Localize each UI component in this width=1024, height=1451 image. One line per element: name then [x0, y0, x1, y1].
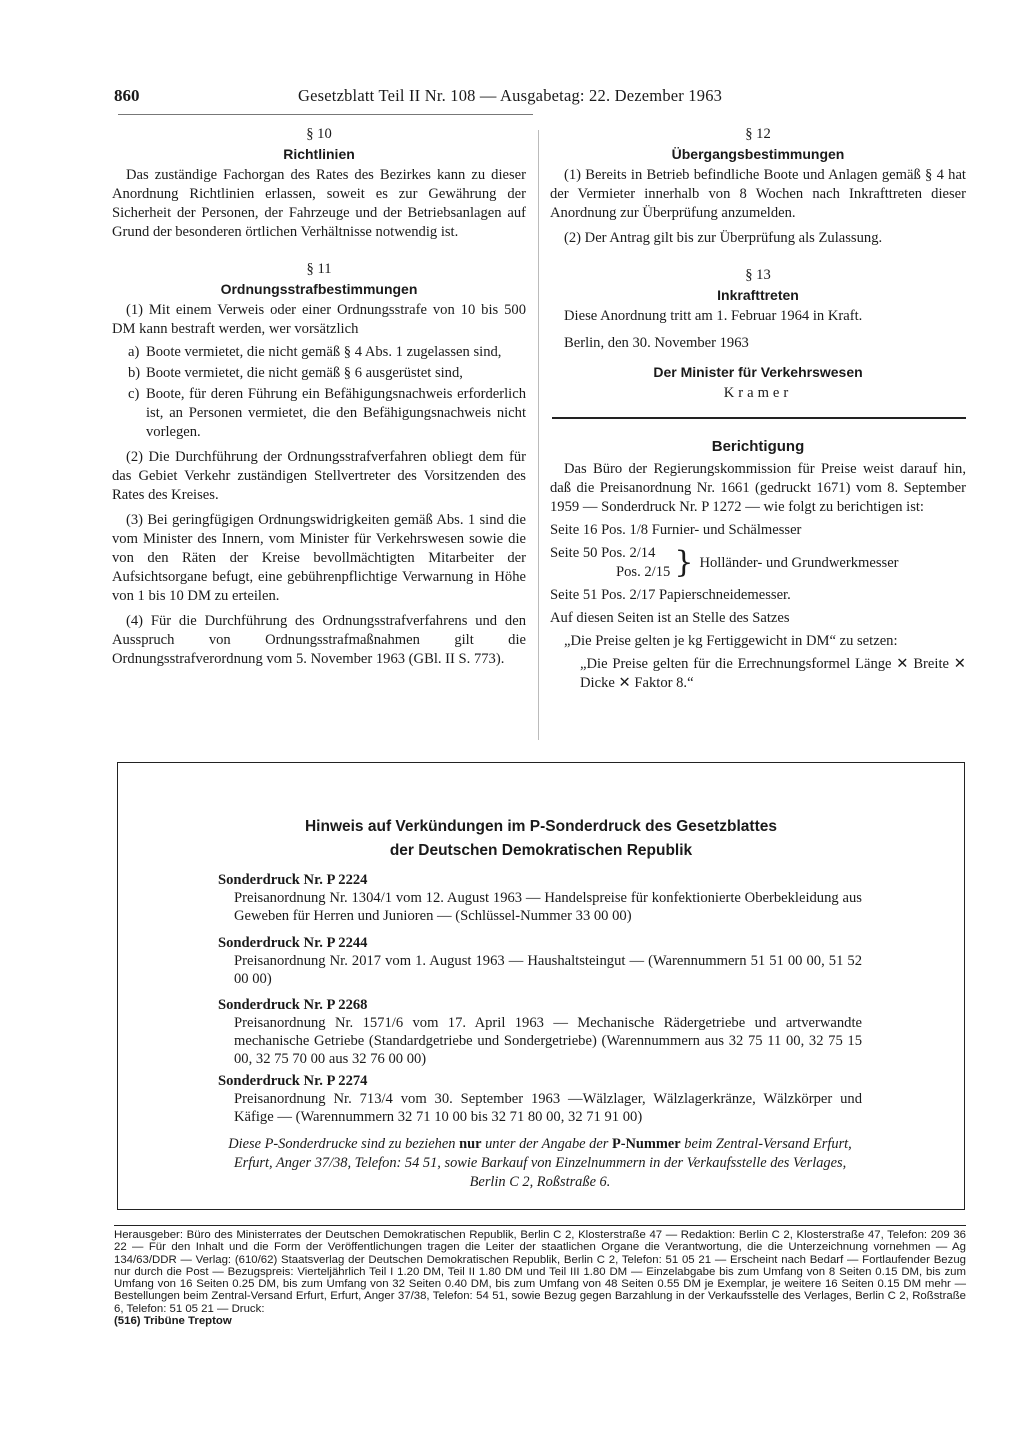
section-number: § 10 — [306, 126, 332, 142]
correction-line: Auf diesen Seiten ist an Stelle des Satzes — [550, 610, 790, 626]
paragraph: (3) Bei geringfügigen Ordnungswidrigkeiten gemäß Abs. 1 sind die vom Minister des Innern, vom Minister für Verkehrswesen sowie die von den Räten der Kreise bevollmächtigten Mitarbeiter der Aufsichtsorgane befugt, eine gebührenpflichtige Verwarnung in Höhe von 1 bis 10 DM zu erteilen. — [112, 512, 526, 604]
notice-title-line: Hinweis auf Verkündungen im P-Sonderdruck des Gesetzblattes — [304, 818, 777, 835]
entry-head: Sonderdruck Nr. P 2224 — [218, 872, 368, 888]
imprint — [114, 1229, 966, 1327]
notice-entry — [218, 871, 862, 925]
correction-line: Seite 51 Pos. 2/17 Papierschneidemesser. — [550, 587, 791, 603]
page-number: 860 — [114, 86, 140, 105]
footer-emphasis: P-Nummer — [611, 1136, 681, 1152]
page-header — [114, 86, 778, 108]
imprint-text: Herausgeber: Büro des Ministerrates der Deutschen Demokratischen Republik, Berlin C 2, Klosterstraße 47 — Redaktion: Berlin C 2, Klosterstraße 47, Telefon: 209 36 22 — Für den Inhalt und die Form der Veröffentlichungen tragen die Leiter der staatlichen Organe die Verantwortung, die die Unterzeichnung vornehmen — Ag 134/63/DDR — Verlag: (610/62) Staatsverlag der Deutschen Demokratischen Republik, Berlin C 2, Telefon: 51 05 21 — Erscheint nach Bedarf — Fortlaufender Bezug nur durch die Post — Bezugspreis: Vierteljährlich Teil I 1.20 DM, Teil II 1.80 DM und Teil III 1.80 DM — Einzelabgabe bis zum Umfang von 8 Seiten 0.15 DM, bis zum Umfang von 16 Seiten 0.25 DM, bis zum Umfang von 32 Seiten 0.40 DM, bis zum Umfang von 48 Seiten 0.55 DM je Exemplar, je weitere 16 Seiten 0.15 DM mehr — Bestellungen beim Zentral-Versand Erfurt, Erfurt, Anger 37/38, Telefon: 54 51, sowie Bezug gegen Barzahlung in der Verkaufsstelle des Verlages, Berlin C 2, Roßstraße 6, Telefon: 51 05 21 — Druck: — [114, 1229, 966, 1315]
list-letter: a) — [128, 344, 140, 360]
list-letter: b) — [128, 365, 141, 381]
entry-head: Sonderdruck Nr. P 2274 — [218, 1073, 368, 1089]
correction-line: Seite 50 Pos. 2/14 — [550, 545, 656, 561]
correction-title: Berichtigung — [711, 438, 805, 455]
right-column — [550, 125, 966, 697]
entry-text: Preisanordnung Nr. 1304/1 vom 12. August 1963 — Handelspreise für konfektionierte Oberbekleidung aus Geweben für Herren und Junioren — (Schlüssel-Nummer 33 00 00) — [234, 890, 862, 924]
correction-line: Seite 16 Pos. 1/8 Furnier- und Schälmesser — [550, 522, 802, 538]
spacer — [550, 252, 966, 266]
place-date: Berlin, den 30. November 1963 — [564, 335, 749, 351]
entry-head: Sonderdruck Nr. P 2268 — [218, 997, 368, 1013]
running-head: Gesetzblatt Teil II Nr. 108 — Ausgabetag: 22. Dezember 1963 — [298, 86, 723, 105]
entry-head: Sonderdruck Nr. P 2244 — [218, 935, 368, 951]
paragraph: (1) Bereits in Betrieb befindliche Boote und Anlagen gemäß § 4 hat der Vermieter innerhalb von 8 Wochen nach Inkrafttreten dieser Anordnung zur Überprüfung anzumelden. — [550, 167, 966, 221]
correction-line: Holländer- und Grundwerkmesser — [699, 554, 899, 571]
correction-intro: Das Büro der Regierungskommission für Preise weist darauf hin, daß die Preisanordnung Nr. 1661 (gedruckt 1671) vom 8. September 1959 — Sonderdruck Nr. P 1272 — wie folgt zu berichtigen ist: — [550, 461, 966, 515]
notice-entry — [218, 934, 862, 988]
list-item — [112, 343, 526, 362]
paragraph: (2) Der Antrag gilt bis zur Überprüfung als Zulassung. — [564, 230, 883, 246]
notice-entry — [218, 996, 862, 1068]
section-title: Übergangsbestimmungen — [671, 146, 845, 162]
paragraph: (1) Mit einem Verweis oder einer Ordnungsstrafe von 10 bis 500 DM kann bestraft werden, wer vorsätzlich — [112, 302, 526, 337]
notice-entry — [218, 1072, 862, 1126]
section-text: Das zuständige Fachorgan des Rates des Bezirkes kann zu dieser Anordnung Richtlinien erlassen, soweit es zur Gewährung der Sicherheit der Personen, der Fahrzeuge und der Betriebsanlagen auf Grund der besonderen örtlichen Verhältnisse notwendig ist. — [112, 167, 526, 240]
footer-text: beim Zentral-Versand Erfurt, Erfurt, Anger 37/38, Telefon: 54 51, sowie Barkauf von Einzelnummern in der Verkaufsstelle des Verlages, Berlin C 2, Roßstraße 6. — [233, 1136, 852, 1190]
correction-brace-block — [550, 544, 966, 582]
spacer — [112, 246, 526, 260]
brace-lines — [550, 544, 670, 582]
entry-text: Preisanordnung Nr. 2017 vom 1. August 1963 — Haushaltsteingut — (Warennummern 51 51 00 00, 51 52 00 00) — [234, 953, 862, 987]
section-number: § 13 — [745, 267, 771, 283]
notice-title-line: der Deutschen Demokratischen Republik — [389, 842, 693, 859]
section-title: Ordnungsstrafbestimmungen — [220, 281, 418, 297]
footer-text: Diese P-Sonderdrucke sind zu beziehen — [228, 1136, 456, 1152]
entry-text: Preisanordnung Nr. 713/4 vom 30. September 1963 —Wälzlager, Wälzlagerkränze, Wälzkörper und Käfige — (Warennummern 32 71 10 00 bis 32 71 80 00, 32 71 91 00) — [234, 1091, 862, 1125]
notice-title — [118, 815, 964, 863]
signature-name: Kramer — [723, 385, 793, 401]
notice-footer — [218, 1135, 862, 1192]
paragraph: (2) Die Durchführung der Ordnungsstrafverfahren obliegt dem für das Gebiet Verkehr zuständigen Stellvertreter des Vorsitzenden des Rates des Kreises. — [112, 449, 526, 503]
section-title: Richtlinien — [283, 146, 355, 162]
section-text: Diese Anordnung tritt am 1. Februar 1964 in Kraft. — [564, 308, 863, 324]
header-rule — [118, 114, 533, 115]
paragraph: (4) Für die Durchführung des Ordnungsstrafverfahrens und den Ausspruch von Ordnungsstrafmaßnahmen gilt die Ordnungsstrafverordnung vom 5. November 1963 (GBl. II S. 773). — [112, 613, 526, 667]
imprint-printer: (516) Tribüne Treptow — [114, 1315, 232, 1328]
list-text: Boote, für deren Führung ein Befähigungsnachweis erforderlich ist, an Personen vermietet, die den Befähigungsnachweis nicht vorlegen. — [146, 386, 526, 440]
column-divider — [538, 130, 539, 740]
correction-line: Pos. 2/15 — [616, 564, 671, 580]
section-rule — [552, 417, 966, 419]
correction-quote: „Die Preise gelten je kg Fertiggewicht in DM“ zu setzen: — [564, 633, 898, 649]
left-column — [112, 125, 526, 673]
list-text: Boote vermietet, die nicht gemäß § 6 ausgerüstet sind, — [146, 365, 463, 381]
list-text: Boote vermietet, die nicht gemäß § 4 Abs. 1 zugelassen sind, — [146, 344, 502, 360]
list-letter: c) — [128, 386, 140, 402]
signature-title: Der Minister für Verkehrswesen — [653, 364, 863, 380]
section-title: Inkrafttreten — [717, 287, 799, 303]
list-item — [112, 385, 526, 442]
section-number: § 11 — [306, 261, 332, 277]
section-number: § 12 — [745, 126, 771, 142]
footer-text: unter der Angabe der — [485, 1136, 609, 1152]
notice-box — [117, 762, 965, 1210]
correction-quote: „Die Preise gelten für die Errechnungsformel Länge ✕ Breite ✕ Dicke ✕ Faktor 8.“ — [580, 656, 966, 691]
entry-text: Preisanordnung Nr. 1571/6 vom 17. April 1963 — Mechanische Rädergetriebe und artverwandte mechanische Getriebe (Standardgetriebe und Sondergetriebe) (Warennummern aus 32 75 11 00, 32 75 15 00, 32 75 70 00 aus 32 76 00 00) — [234, 1015, 862, 1067]
footer-emphasis: nur — [459, 1136, 482, 1152]
list-item — [112, 364, 526, 383]
brace-glyph: } — [674, 545, 694, 580]
imprint-rule — [114, 1225, 966, 1226]
